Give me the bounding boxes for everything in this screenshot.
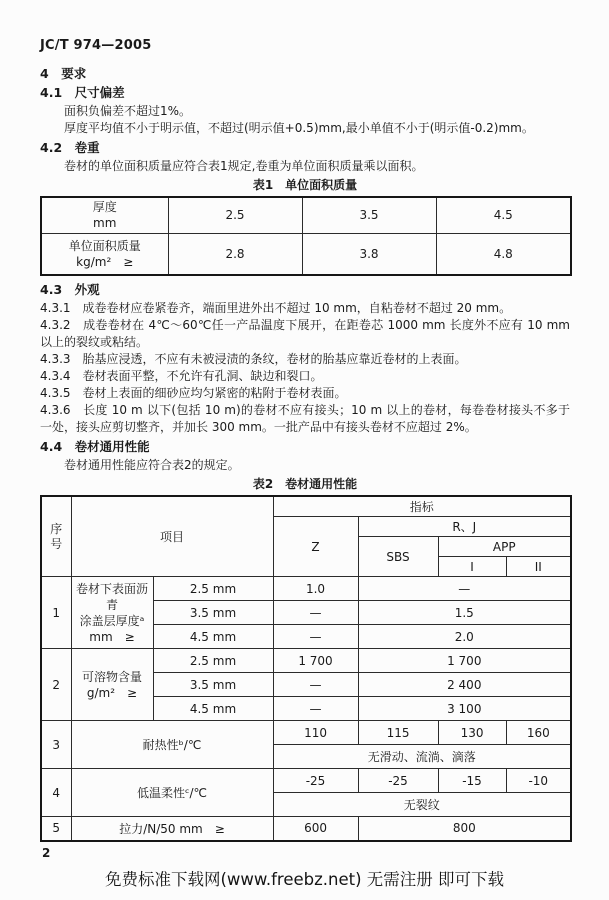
header-app-1: I — [438, 557, 506, 577]
header-app: APP — [438, 537, 571, 557]
row-label-line: 可溶物含量 — [81, 669, 142, 684]
cell: 110 — [273, 721, 358, 745]
cell: 3 100 — [358, 697, 571, 721]
cell: — — [273, 625, 358, 649]
cell: 2.0 — [358, 625, 571, 649]
cell: — — [273, 673, 358, 697]
cell: 2.8 — [168, 233, 302, 275]
cell: 3.5 mm — [153, 673, 273, 697]
row-label-soluble-content — [71, 649, 153, 721]
cell: — — [358, 577, 571, 601]
header-index: 指标 — [273, 496, 571, 517]
section-4-heading: 4 要求 — [40, 66, 87, 81]
row-label-line: 卷材下表面沥青 — [75, 581, 148, 612]
table-header-row — [41, 496, 571, 517]
cell-note: 无裂纹 — [273, 793, 571, 817]
row-label-line: 单位面积质量 — [68, 238, 141, 253]
paragraph-4-3-3: 4.3.3 胎基应浸透，不应有未被浸渍的条纹，卷材的胎基应靠近卷材的上表面。 — [40, 352, 467, 366]
table-row — [41, 721, 571, 745]
header-item: 项目 — [71, 496, 273, 577]
cell: 800 — [358, 817, 571, 841]
row-label-line: 厚度 — [92, 200, 117, 215]
row-label-low-temp-flexibility: 低温柔性ᶜ/℃ — [71, 769, 273, 817]
header-z: Z — [273, 517, 358, 577]
row-label-heat-resistance: 耐热性ᵇ/℃ — [71, 721, 273, 769]
cell-note: 无滑动、流淌、滴落 — [273, 745, 571, 769]
row-label-line: mm — [93, 216, 117, 231]
table-row — [41, 577, 571, 601]
cell: 3.5 mm — [153, 601, 273, 625]
table-row — [41, 649, 571, 673]
paragraph-4-1-b: 厚度平均值不小于明示值，不超过(明示值+0.5)mm,最小单值不小于(明示值-0.2)mm。 — [64, 121, 534, 135]
row-label-line: mm ≥ — [89, 629, 135, 644]
cell: 4.5 mm — [153, 625, 273, 649]
cell: -15 — [438, 769, 506, 793]
paragraph-4-3-4: 4.3.4 卷材表面平整，不允许有孔洞、缺边和裂口。 — [40, 369, 323, 383]
paragraph-4-3-5: 4.3.5 卷材上表面的细砂应均匀紧密的粘附于卷材表面。 — [40, 386, 347, 400]
section-4-3-heading: 4.3 外观 — [40, 282, 100, 297]
cell: 2 400 — [358, 673, 571, 697]
paragraph-4-4-a: 卷材通用性能应符合表2的规定。 — [64, 458, 240, 472]
row-label-coating-thickness — [71, 577, 153, 649]
cell: 4.5 mm — [153, 697, 273, 721]
header-seq: 序号 — [41, 496, 71, 577]
header-app-2: II — [506, 557, 571, 577]
section-4-1-heading: 4.1 尺寸偏差 — [40, 85, 125, 100]
cell: 2.5 mm — [153, 649, 273, 673]
cell: -25 — [273, 769, 358, 793]
row-number: 3 — [41, 721, 71, 769]
paragraph-4-2-a: 卷材的单位面积质量应符合表1规定,卷重为单位面积质量乘以面积。 — [64, 159, 424, 173]
cell: 1.0 — [273, 577, 358, 601]
row-label-line: kg/m² ≥ — [76, 254, 134, 269]
table-row — [41, 817, 571, 841]
table2-caption: 表2 卷材通用性能 — [252, 477, 358, 491]
table-row — [41, 197, 571, 233]
table1-caption: 表1 单位面积质量 — [252, 178, 358, 192]
header-sbs: SBS — [358, 537, 438, 577]
row-number: 1 — [41, 577, 71, 649]
section-4-4-heading: 4.4 卷材通用性能 — [40, 439, 150, 454]
cell: 115 — [358, 721, 438, 745]
cell: 1 700 — [273, 649, 358, 673]
cell: 2.5 — [168, 197, 302, 233]
row-label-tensile-force: 拉力/N/50 mm ≥ — [71, 817, 273, 841]
cell: 3.5 — [302, 197, 436, 233]
footer-watermark: 免费标准下载网(www.freebz.net) 无需注册 即可下载 — [104, 870, 505, 889]
header-rj: R、J — [358, 517, 571, 537]
row-number: 4 — [41, 769, 71, 817]
cell: 1.5 — [358, 601, 571, 625]
row-label-thickness — [41, 197, 168, 233]
table-general-properties — [40, 495, 572, 842]
cell: 160 — [506, 721, 571, 745]
row-number: 2 — [41, 649, 71, 721]
paragraph-4-3-1: 4.3.1 成卷卷材应卷紧卷齐，端面里进外出不超过 10 mm，自粘卷材不超过 20 mm。 — [40, 301, 512, 315]
row-number: 5 — [41, 817, 71, 841]
cell: 2.5 mm — [153, 577, 273, 601]
cell: — — [273, 601, 358, 625]
paragraph-4-3-2: 4.3.2 成卷卷材在 4℃～60℃任一产品温度下展开，在距卷芯 1000 mm 长度外不应有 10 mm 以上的裂纹或粘结。 — [40, 318, 570, 349]
cell: 130 — [438, 721, 506, 745]
doc-number: JC/T 974—2005 — [40, 38, 152, 53]
table-row — [41, 769, 571, 793]
row-label-line: g/m² ≥ — [86, 685, 138, 700]
section-4-2-heading: 4.2 卷重 — [40, 140, 100, 155]
paragraph-4-3-6: 4.3.6 长度 10 m 以下(包括 10 m)的卷材不应有接头；10 m 以上的卷材，每卷卷材接头不多于一处，接头应剪切整齐，并加长 300 mm。一批产品中有接头卷材不应超过 2%。 — [40, 403, 570, 434]
table-unit-area-mass — [40, 196, 572, 276]
cell: 4.8 — [436, 233, 571, 275]
cell: 1 700 — [358, 649, 571, 673]
row-label-mass — [41, 233, 168, 275]
page-number: 2 — [42, 846, 51, 860]
table-row — [41, 233, 571, 275]
cell: 3.8 — [302, 233, 436, 275]
cell: -25 — [358, 769, 438, 793]
cell: — — [273, 697, 358, 721]
cell: 4.5 — [436, 197, 571, 233]
cell: 600 — [273, 817, 358, 841]
paragraph-4-1-a: 面积负偏差不超过1%。 — [64, 104, 192, 118]
row-label-line: 涂盖层厚度ᵃ — [79, 613, 145, 628]
cell: -10 — [506, 769, 571, 793]
